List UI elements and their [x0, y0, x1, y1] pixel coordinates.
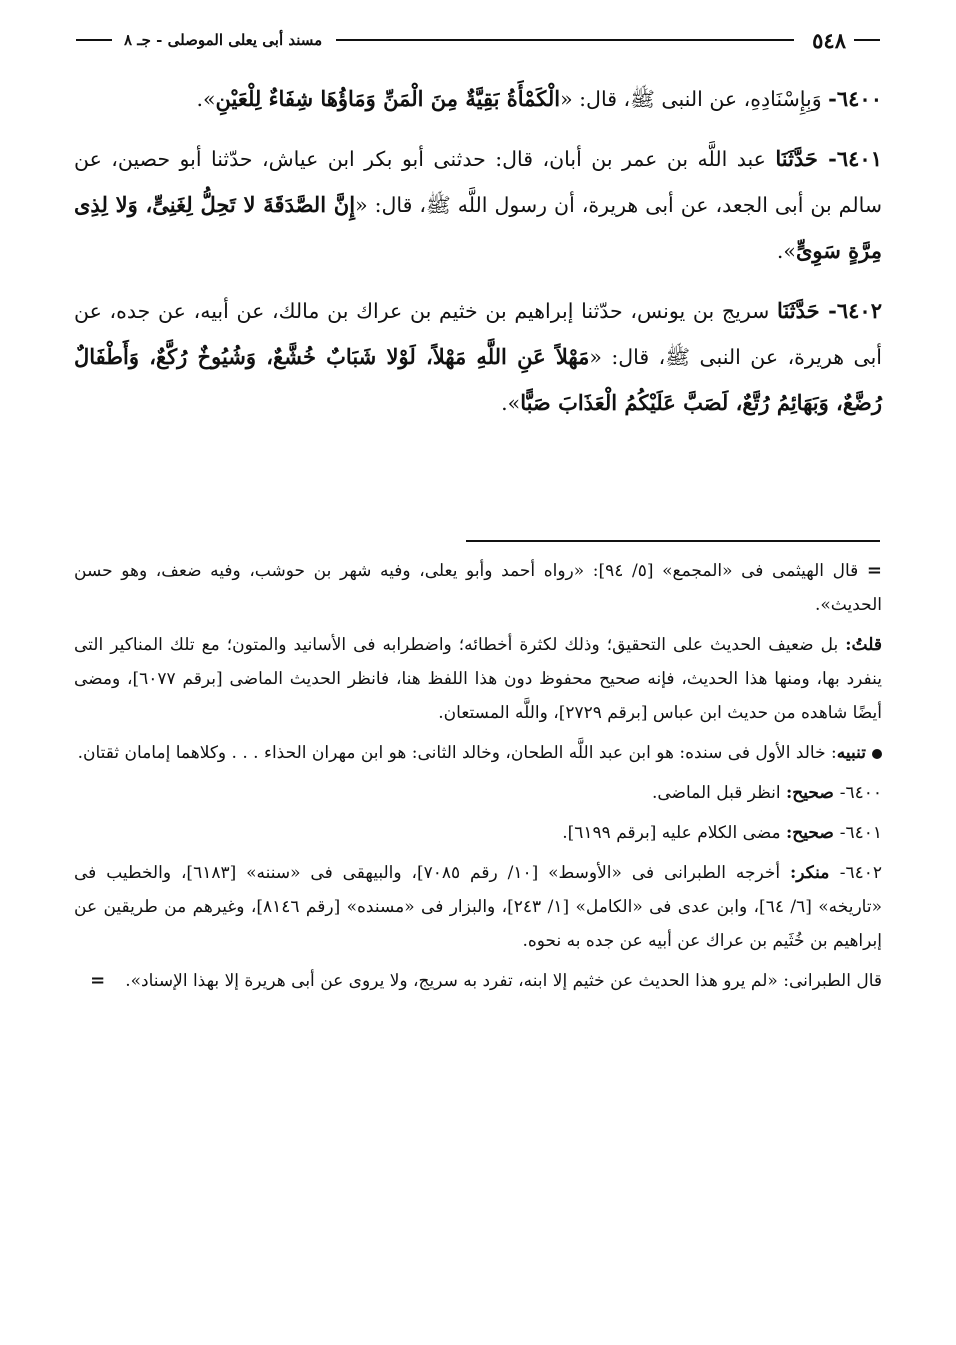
- footnote-text: انظر قبل الماضى.: [651, 783, 786, 803]
- footnote-lead: تنبيه: [836, 743, 866, 763]
- page-header: [76, 26, 880, 54]
- hadith-matn: الْكَمْأَةُ بَقِيَّةٌ مِنَ الْمَنِّ وَمَاؤُهَا شِفَاءٌ لِلْعَيْنِ: [215, 86, 561, 111]
- main-text: [74, 76, 882, 440]
- footnote-6401: [74, 816, 882, 850]
- footnote-6400: [74, 776, 882, 810]
- footnote-haythami: [74, 554, 882, 622]
- hadith-lead: حَدَّثَنَا: [775, 146, 829, 171]
- hadith-matn: مَهْلاً عَنِ اللَّهِ مَهْلاً، لَوْلا شَبَابٌ خُشَّعٌ، وَشُيُوخٌ رُكَّعٌ، وَأَطْفَالٌ رُضَّعٌ، وَبَهَائِمُ رُتَّعٌ، لَصَبَّ عَلَيْكُمُ الْعَذَابَ صَبًّا: [74, 344, 882, 415]
- running-title: مسند أبى يعلى الموصلى - جـ ٨: [124, 31, 323, 49]
- hadith-isnad: وَبِإِسْنَادِهِ، عن النبى ﷺ، قال: «: [560, 87, 829, 111]
- footnote-qultu: [74, 628, 882, 730]
- footnote-6402: [74, 856, 882, 958]
- header-rule: [336, 39, 794, 41]
- footnote-text: أخرجه الطبرانى فى «الأوسط» [١٠/ رقم ٧٠٨٥]، والبيهقى فى «سننه» [٦١٨٣]، والخطيب فى «تاريخه» [٦/ ٦٤]، وابن عدى فى «الكامل» [١/ ٢٤٣]، والبزار فى «مسنده» [رقم ٨١٤٦]، وغيرهم من طريقين عن إبراهيم بن خُثَيم بن عراك عن أبيه عن جده به نحوه.: [74, 863, 882, 951]
- hadith-6400: [74, 76, 882, 122]
- footnote-text: قال الهيثمى فى «المجمع» [٥/ ٩٤]: «رواه أحمد وأبو يعلى، وفيه شهر بن حوشب، وفيه ضعف، وهو حسن الحديث».: [74, 561, 882, 615]
- bullet-icon: [872, 749, 882, 759]
- header-rule-right: [854, 39, 880, 41]
- footnote-tanbih: [74, 736, 882, 770]
- hadith-number: ٦٤٠٢-: [828, 298, 882, 323]
- footnote-grade: منكر:: [790, 863, 840, 883]
- header-rule-left: [76, 39, 112, 41]
- footnote-number: ٦٤٠٠-: [839, 783, 882, 803]
- footnote-number: ٦٤٠٢-: [839, 863, 883, 883]
- footnote-text: بل ضعيف الحديث على التحقيق؛ وذلك لكثرة أخطائه؛ واضطرابه فى الأسانيد والمتون؛ مع تلك المناكير التى ينفرد بها، ومنها هذا الحديث، فإنه صحيح محفوظ دون هذا اللفظ هنا، فانظر الحديث الماضى [برقم ٦٠٧٧]، ومضى أيضًا شاهده من حديث ابن عباس [برقم ٢٧٢٩]، واللَّه المستعان.: [74, 635, 882, 723]
- hadith-isnad: سريج بن يونس، حدّثنا إبراهيم بن خثيم بن عراك بن مالك، عن أبيه، عن جده، عن أبى هريرة، عن النبى ﷺ، قال: «: [74, 299, 882, 369]
- hadith-number: ٦٤٠١-: [828, 146, 882, 171]
- footnote-text: مضى الكلام عليه [برقم ٦١٩٩].: [562, 823, 786, 843]
- continuation-marker-end: =: [90, 970, 106, 991]
- page-number: ٥٤٨: [812, 27, 846, 53]
- continuation-marker: =: [866, 560, 882, 581]
- hadith-6401: [74, 136, 882, 274]
- footnote-tabarani: [74, 964, 882, 998]
- footnote-text: قال الطبرانى: «لم يرو هذا الحديث عن خثيم إلا ابنه، تفرد به سريج، ولا يروى عن أبى هريرة إلا بهذا الإسناد».: [125, 971, 882, 991]
- hadith-close: ».: [196, 87, 216, 111]
- footnote-text: : خالد الأول فى سنده: هو ابن عبد اللَّه الطحان، وخالد الثانى: هو ابن مهران الحذاء . . . وكلاهما إمامان ثقتان.: [77, 743, 837, 763]
- hadith-6402: [74, 288, 882, 426]
- footnote-number: ٦٤٠١-: [839, 823, 882, 843]
- hadith-lead: حَدَّثَنَا: [777, 298, 829, 323]
- footnote-divider: [466, 540, 880, 542]
- footnote-lead: قلتُ:: [845, 635, 882, 655]
- hadith-isnad: عبد اللَّه بن عمر بن أبان، قال: حدثنى أبو بكر ابن عياش، حدّثنا أبو حصين، عن سالم بن أبى الجعد، عن أبى هريرة، أن رسول اللَّه ﷺ، قال: «: [74, 147, 882, 217]
- hadith-matn: إِنَّ الصَّدَقَةَ لا تَحِلُّ لِغَنِىٍّ، وَلا لِذِى مِرَّةٍ سَوِىٍّ: [74, 192, 882, 263]
- footnote-grade: صحيح:: [786, 823, 840, 843]
- hadith-close: ».: [776, 239, 796, 263]
- footnote-grade: صحيح:: [786, 783, 840, 803]
- footnotes: [74, 554, 882, 1004]
- hadith-close: ».: [501, 391, 521, 415]
- hadith-number: ٦٤٠٠-: [828, 86, 882, 111]
